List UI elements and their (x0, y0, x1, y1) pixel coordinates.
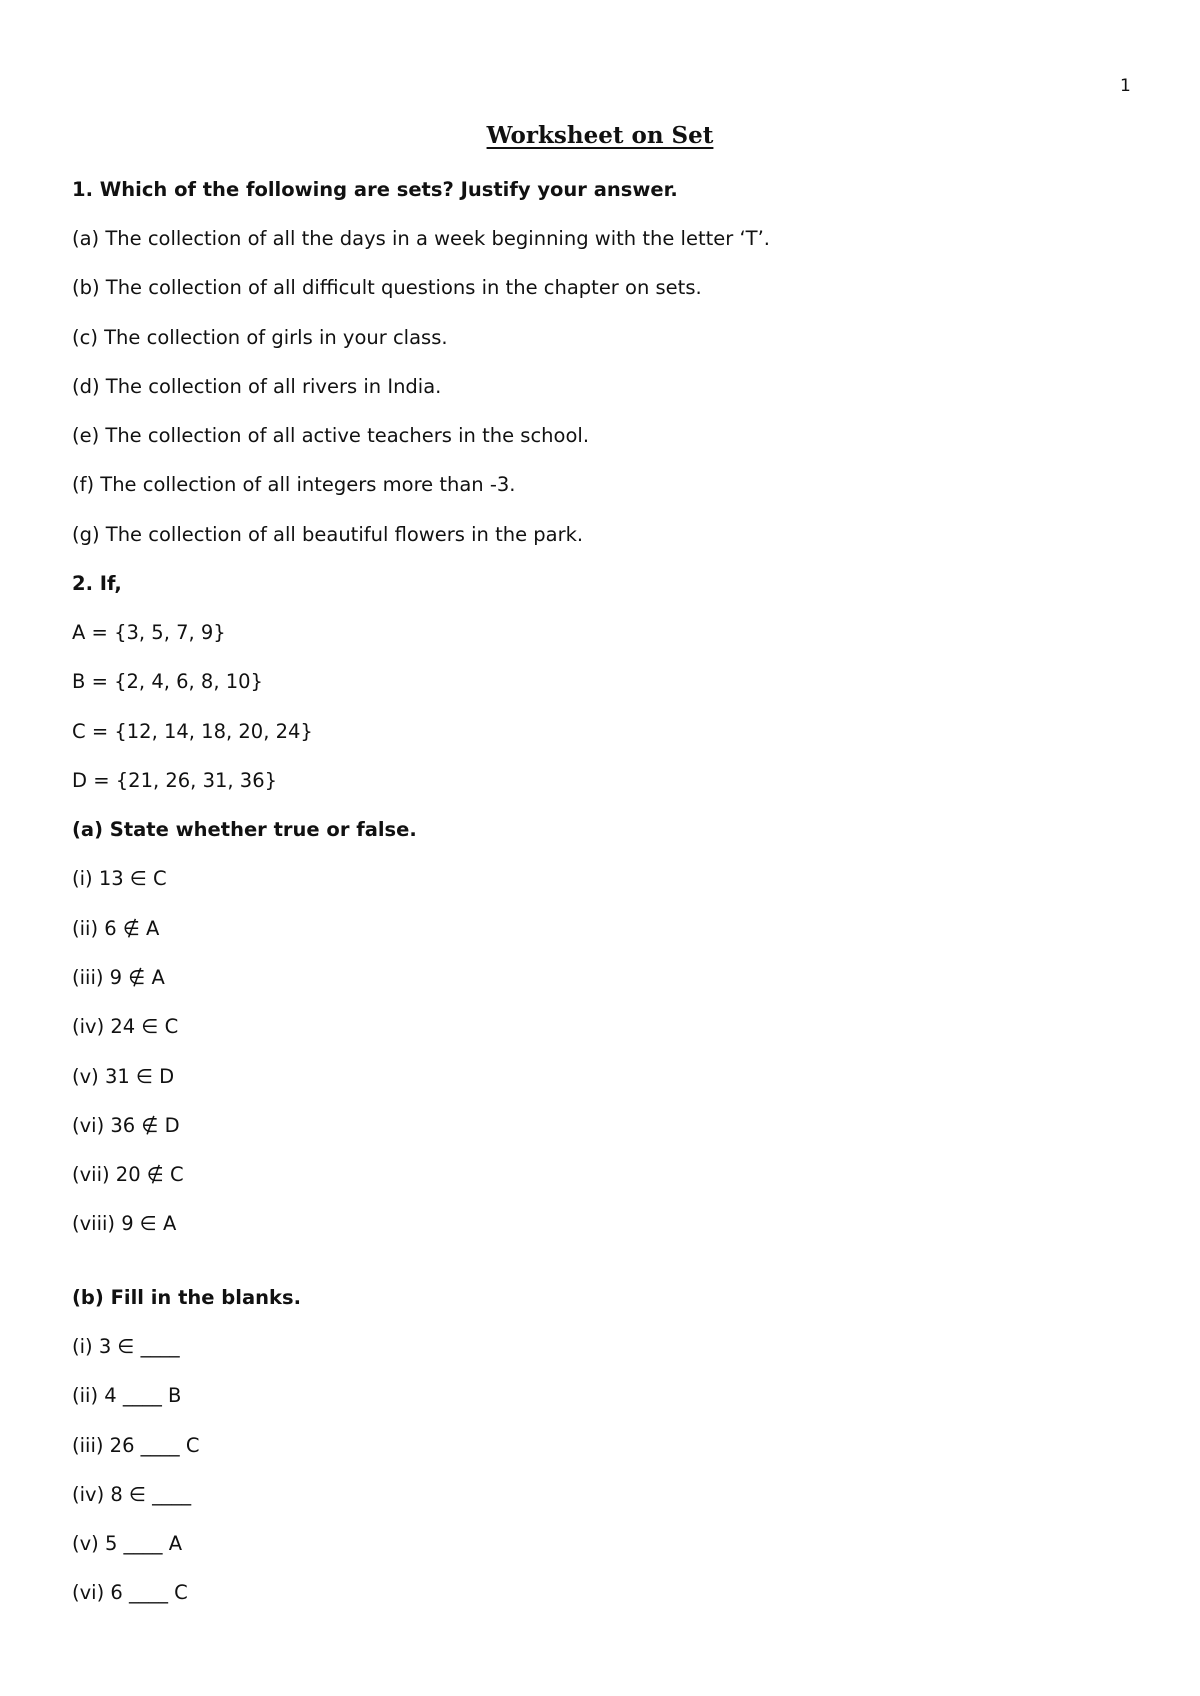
page-number: 1 (1120, 76, 1131, 96)
page-title: Worksheet on Set (486, 122, 714, 149)
part-b-item: (iv) 8 ∈ ____ (72, 1483, 192, 1506)
part-a-item: (ii) 6 ∉ A (72, 917, 160, 940)
question-1-item-e: (e) The collection of all active teachers in the school. (72, 424, 590, 447)
part-a-item: (i) 13 ∈ C (72, 867, 167, 890)
part-a-item: (vi) 36 ∉ D (72, 1114, 180, 1137)
set-d-definition: D = {21, 26, 31, 36} (72, 769, 278, 792)
part-a-heading: (a) State whether true or false. (72, 818, 417, 841)
part-a-item: (iv) 24 ∈ C (72, 1015, 179, 1038)
part-a-item: (v) 31 ∈ D (72, 1065, 175, 1088)
part-a-item: (iii) 9 ∉ A (72, 966, 165, 989)
part-b-item: (vi) 6 ____ C (72, 1581, 188, 1604)
question-1-heading: 1. Which of the following are sets? Justify your answer. (72, 178, 678, 201)
part-b-item: (iii) 26 ____ C (72, 1434, 200, 1457)
part-b-item: (ii) 4 ____ B (72, 1384, 182, 1407)
part-b-item: (v) 5 ____ A (72, 1532, 183, 1555)
question-1-item-g: (g) The collection of all beautiful flowers in the park. (72, 523, 584, 546)
part-b-item: (i) 3 ∈ ____ (72, 1335, 180, 1358)
question-1-item-c: (c) The collection of girls in your class. (72, 326, 448, 349)
question-1-item-b: (b) The collection of all difficult questions in the chapter on sets. (72, 276, 702, 299)
question-1-item-a: (a) The collection of all the days in a week beginning with the letter ‘T’. (72, 227, 770, 250)
set-b-definition: B = {2, 4, 6, 8, 10} (72, 670, 263, 693)
question-1-item-f: (f) The collection of all integers more than -3. (72, 473, 516, 496)
part-b-heading: (b) Fill in the blanks. (72, 1286, 301, 1309)
question-1-item-d: (d) The collection of all rivers in India. (72, 375, 442, 398)
set-a-definition: A = {3, 5, 7, 9} (72, 621, 226, 644)
question-2-heading: 2. If, (72, 572, 122, 595)
part-a-item: (vii) 20 ∉ C (72, 1163, 184, 1186)
part-a-item: (viii) 9 ∈ A (72, 1212, 177, 1235)
set-c-definition: C = {12, 14, 18, 20, 24} (72, 720, 313, 743)
